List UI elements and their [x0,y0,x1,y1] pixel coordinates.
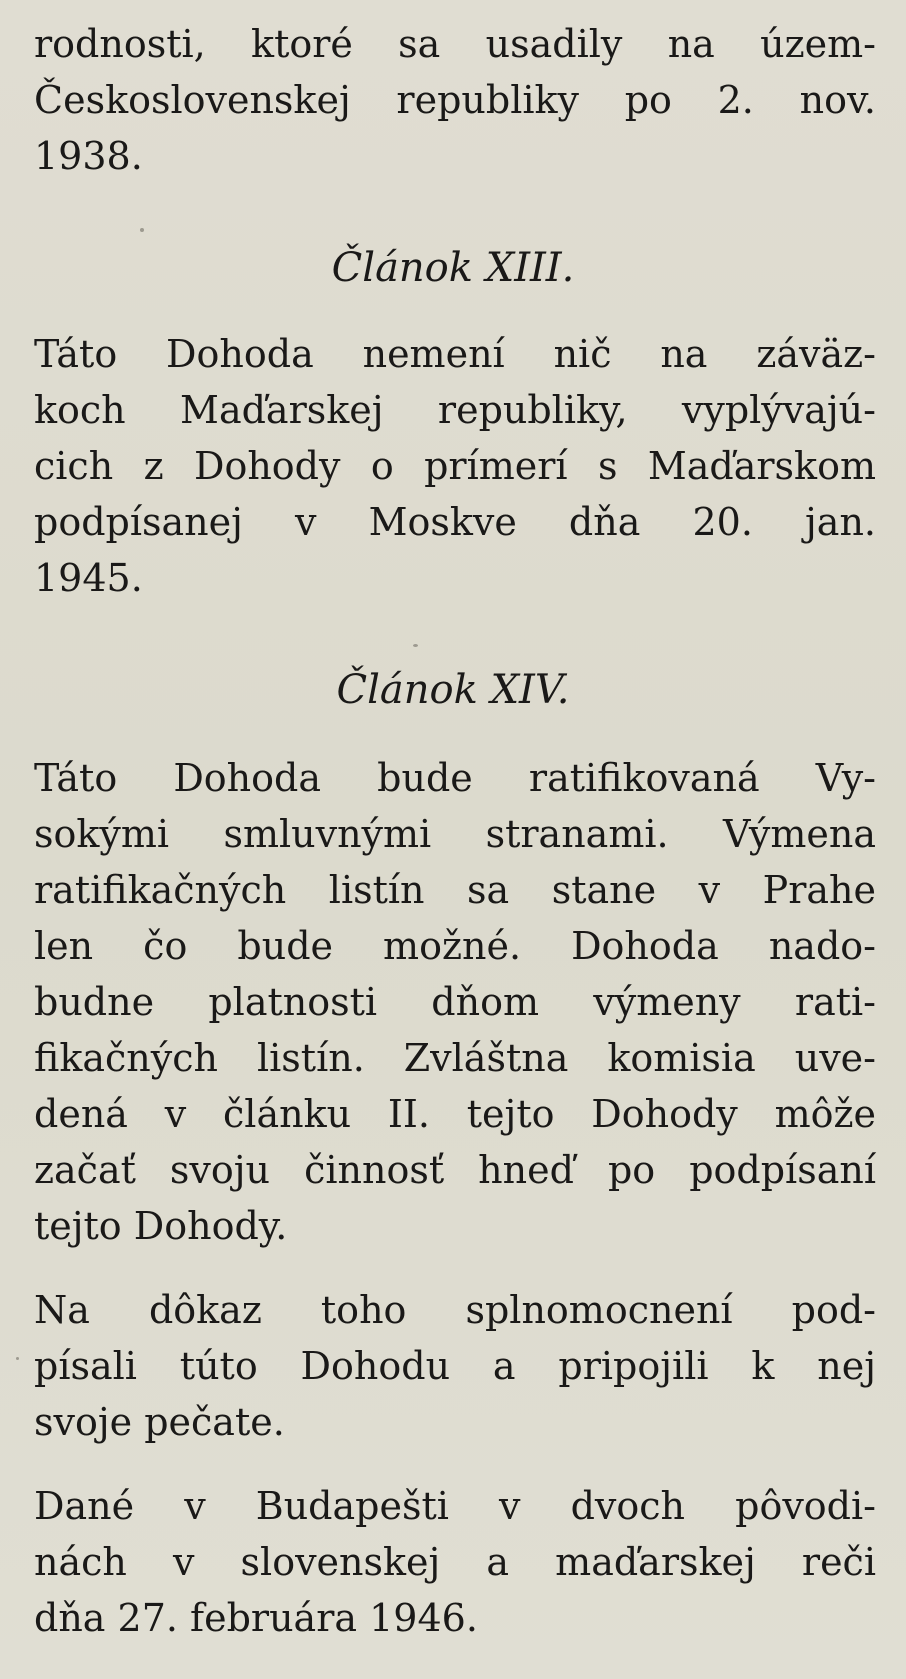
text-line: Dané v Budapešti v dvoch pôvodi- [34,1484,876,1528]
text-line: fikačných listín. Zvláštna komisia uve- [34,1036,876,1080]
text-line: Táto Dohoda bude ratifikovaná Vy- [34,756,876,800]
article-xiii-heading: Článok XIII. [331,245,575,291]
paper-speck [16,1357,19,1360]
text-line: len čo bude možné. Dohoda nado- [34,924,876,968]
text-line: svoje pečate. [34,1400,285,1444]
text-line: dňa 27. februára 1946. [34,1596,478,1640]
text-line: Táto Dohoda nemení nič na záväz- [34,332,876,376]
text-line: nách v slovenskej a maďarskej reči [34,1540,876,1584]
text-line: 1938. [34,134,143,178]
paper-speck [413,644,418,647]
text-line: ratifikačných listín sa stane v Prahe [34,868,876,912]
text-line: písali túto Dohodu a pripojili k nej [34,1344,876,1388]
text-line: koch Maďarskej republiky, vyplývajú- [34,388,876,432]
text-line: cich z Dohody o prímerí s Maďarskom [34,444,876,488]
text-line: dená v článku II. tejto Dohody môže [34,1092,876,1136]
text-line: budne platnosti dňom výmeny rati- [34,980,876,1024]
article-xiv-heading: Článok XIV. [336,667,570,713]
text-line: tejto Dohody. [34,1204,288,1248]
text-line: Na dôkaz toho splnomocnení pod- [34,1288,876,1332]
text-line: podpísanej v Moskve dňa 20. jan. [34,500,876,544]
text-line: Československej republiky po 2. nov. [34,78,876,122]
paper-speck [140,228,144,232]
text-line: začať svoju činnosť hneď po podpísaní [34,1148,876,1192]
text-line: rodnosti, ktoré sa usadily na územ- [34,22,876,66]
text-line: sokými smluvnými stranami. Výmena [34,812,876,856]
text-line: 1945. [34,556,143,600]
